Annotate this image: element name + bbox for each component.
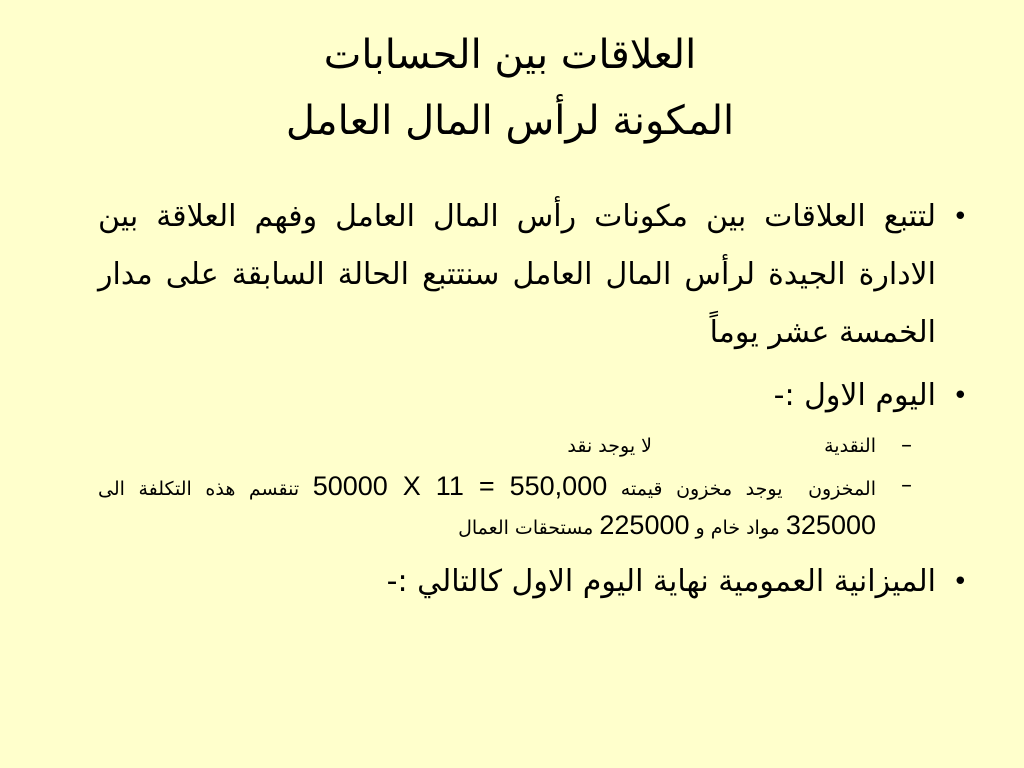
inventory-text-1: يوجد مخزون قيمته (620, 478, 783, 500)
inventory-text-3: مواد خام و (695, 517, 780, 539)
title-line-1: العلاقات بين الحسابات (323, 32, 697, 78)
bullet-text-intro: لتتبع العلاقات بين مكونات رأس المال العامل وفهم العلاقة بين الادارة الجيدة لرأس المال العامل سنتتبع الحالة السابقة على مدار الخمسة عشر يوماً (98, 199, 936, 350)
bullet-item-balance-sheet (98, 554, 968, 610)
dash-marker: – (901, 433, 912, 458)
inventory-text-4: مستحقات العمال (458, 517, 594, 539)
inventory-text (98, 468, 876, 546)
cash-label: النقدية (824, 435, 876, 457)
slide-body (98, 188, 968, 610)
bullet-text-day-one: اليوم الاول :- (773, 378, 936, 413)
cash-value: لا يوجد نقد (567, 435, 652, 457)
inventory-label: المخزون (808, 478, 876, 500)
inventory-formula: 50000 X 11 = 550,000 (312, 471, 608, 501)
bullet-item-day-one (98, 368, 968, 424)
dash-marker: – (901, 473, 912, 498)
bullet-text-balance-sheet: الميزانية العمومية نهاية اليوم الاول كالتالي :- (386, 564, 936, 599)
raw-materials-amount: 325000 (785, 510, 876, 540)
inventory-text-2: تنقسم هذه التكلفة الى (98, 478, 300, 500)
title-line-2: المكونة لرأس المال العامل (285, 98, 735, 144)
subitem-cash (98, 426, 912, 462)
bullet-marker: • (952, 381, 968, 411)
slide-title (60, 22, 960, 154)
subitem-inventory (98, 468, 912, 546)
bullet-marker: • (952, 202, 968, 232)
labor-amount: 225000 (599, 510, 690, 540)
bullet-marker: • (952, 567, 968, 597)
bullet-item-intro (98, 188, 968, 362)
